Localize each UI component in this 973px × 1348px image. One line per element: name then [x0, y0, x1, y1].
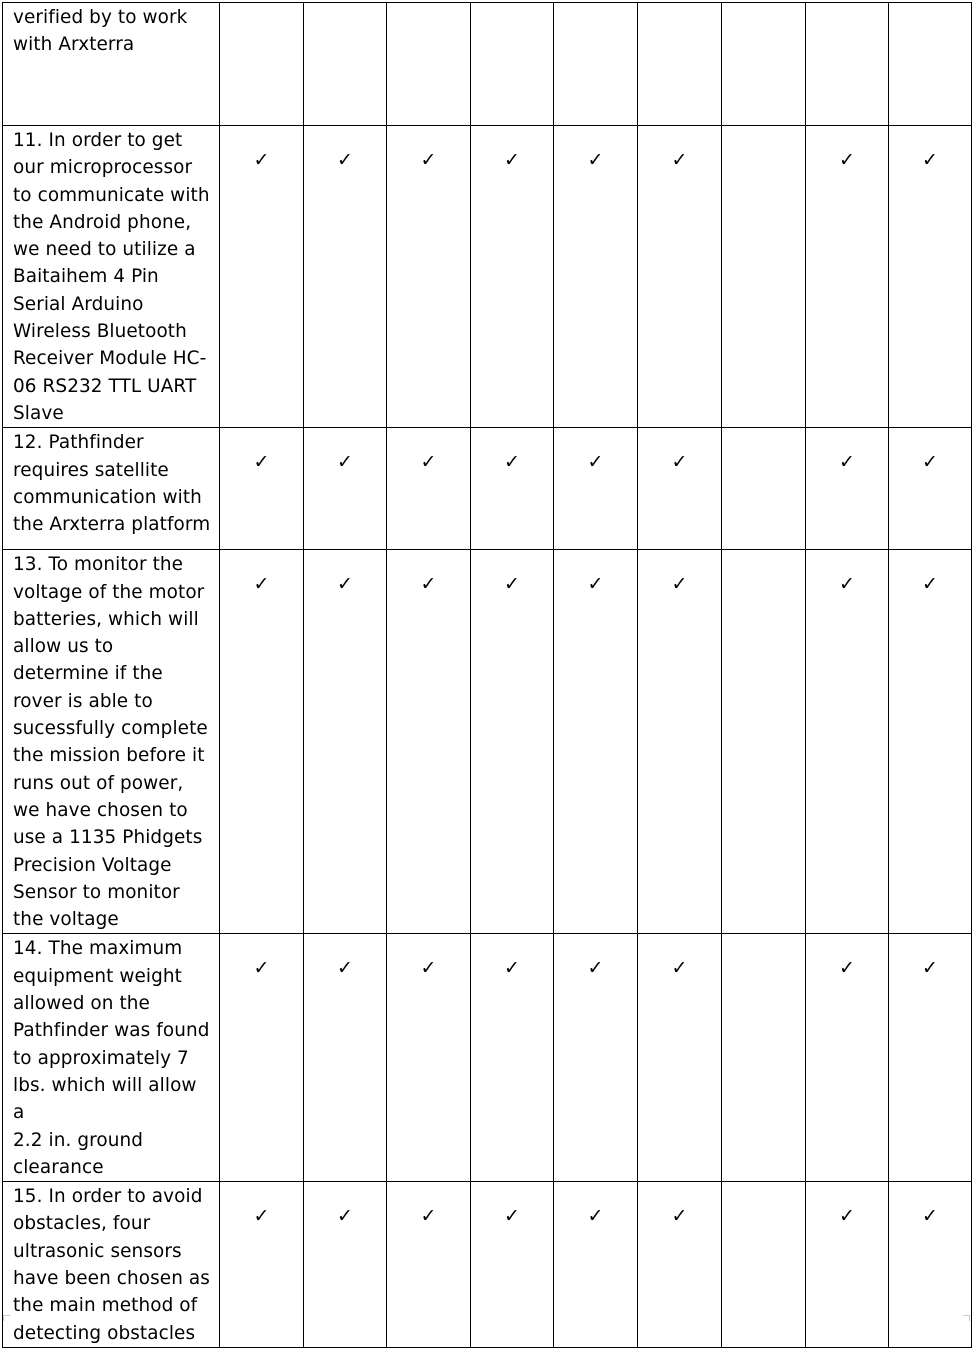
checkmark-icon: ✓ [839, 573, 855, 596]
requirement-text: 12. Pathfinder requires satellite communication with the Arxterra platform [13, 432, 211, 536]
check-cell [638, 428, 722, 550]
checkmark-icon: ✓ [671, 1205, 688, 1228]
checkmark-icon: ✓ [587, 573, 604, 596]
check-cell [304, 428, 387, 550]
checkmark-icon: ✓ [922, 149, 938, 171]
checkmark-icon: ✓ [671, 451, 688, 474]
check-cell [471, 934, 554, 1182]
table-row [3, 428, 972, 550]
check-cell [304, 550, 387, 934]
check-cell [304, 1182, 387, 1348]
checkmark-icon: ✓ [420, 957, 437, 980]
check-cell [471, 3, 554, 126]
checkmark-icon: ✓ [922, 451, 938, 474]
check-cell [638, 126, 722, 428]
checkmark-icon: ✓ [337, 957, 353, 980]
checkmark-icon: ✓ [504, 451, 520, 474]
requirement-cell [3, 428, 220, 550]
check-cell [889, 126, 972, 428]
checkmark-icon: ✓ [420, 451, 437, 474]
check-cell [638, 3, 722, 126]
requirement-text: 15. In order to avoid obstacles, four ultrasonic sensors have been chosen as the main method of detecting obstacles [13, 1186, 210, 1344]
check-cell [722, 3, 806, 126]
checkmark-icon: ✓ [587, 451, 604, 474]
checkmark-icon: ✓ [253, 451, 270, 474]
table-row [3, 934, 972, 1182]
checkmark-icon: ✓ [839, 451, 855, 474]
check-cell [722, 1182, 806, 1348]
checkmark-icon: ✓ [337, 573, 353, 596]
checkmark-icon: ✓ [253, 1205, 270, 1228]
check-cell [387, 126, 471, 428]
checkmark-icon: ✓ [839, 1205, 855, 1228]
table-row [3, 550, 972, 934]
checkmark-icon: ✓ [504, 957, 520, 980]
checkmark-icon: ✓ [253, 149, 270, 171]
check-cell [471, 550, 554, 934]
check-cell [722, 550, 806, 934]
check-cell [806, 126, 889, 428]
check-cell [387, 550, 471, 934]
check-cell [806, 428, 889, 550]
corner-mark [963, 1315, 970, 1321]
check-cell [387, 934, 471, 1182]
requirement-cell [3, 3, 220, 126]
check-cell [471, 126, 554, 428]
check-cell [806, 550, 889, 934]
checkmark-icon: ✓ [671, 957, 688, 980]
check-cell [806, 934, 889, 1182]
checkmark-icon: ✓ [337, 149, 353, 171]
page-corner-marks [0, 1312, 973, 1320]
checkmark-icon: ✓ [587, 1205, 604, 1228]
check-cell [554, 126, 638, 428]
check-cell [806, 1182, 889, 1348]
check-cell [220, 550, 304, 934]
checkmark-icon: ✓ [922, 573, 938, 596]
check-cell [554, 428, 638, 550]
checkmark-icon: ✓ [253, 957, 270, 980]
check-cell [471, 1182, 554, 1348]
check-cell [638, 550, 722, 934]
corner-mark [3, 1315, 10, 1321]
check-cell [638, 1182, 722, 1348]
table-row [3, 126, 972, 428]
checkmark-icon: ✓ [587, 957, 604, 980]
check-cell [387, 3, 471, 126]
checkmark-icon: ✓ [839, 149, 855, 171]
check-cell [387, 428, 471, 550]
checkmark-icon: ✓ [420, 149, 437, 171]
checkmark-icon: ✓ [420, 1205, 437, 1228]
check-cell [722, 934, 806, 1182]
requirement-text: 14. The maximum equipment weight allowed on the Pathfinder was found to approximately 7 lbs. which will allow a 2.2 in. ground clearance [13, 938, 210, 1178]
checkmark-icon: ✓ [504, 149, 520, 171]
check-cell [471, 428, 554, 550]
checkmark-icon: ✓ [922, 957, 938, 980]
check-cell [889, 428, 972, 550]
checkmark-icon: ✓ [253, 573, 270, 596]
checkmark-icon: ✓ [671, 573, 688, 596]
check-cell [220, 1182, 304, 1348]
requirements-verification-table [2, 2, 972, 1348]
checkmark-icon: ✓ [504, 573, 520, 596]
checkmark-icon: ✓ [671, 149, 688, 171]
check-cell [638, 934, 722, 1182]
check-cell [554, 3, 638, 126]
check-cell [220, 934, 304, 1182]
requirement-text: 11. In order to get our microprocessor to communicate with the Android phone, we need to utilize a Baitaihem 4 Pin Serial Arduino Wireless Bluetooth Receiver Module HC- 06 RS232 TTL UART Slave [13, 130, 210, 424]
check-cell [220, 3, 304, 126]
check-cell [889, 550, 972, 934]
check-cell [889, 934, 972, 1182]
table-row [3, 3, 972, 126]
check-cell [554, 934, 638, 1182]
checkmark-icon: ✓ [839, 957, 855, 980]
check-cell [554, 1182, 638, 1348]
checkmark-icon: ✓ [504, 1205, 520, 1228]
check-cell [220, 428, 304, 550]
check-cell [554, 550, 638, 934]
checkmark-icon: ✓ [337, 1205, 353, 1228]
check-cell [304, 126, 387, 428]
requirement-cell [3, 1182, 220, 1348]
check-cell [387, 1182, 471, 1348]
checkmark-icon: ✓ [587, 149, 604, 171]
requirement-text: verified by to work with Arxterra [13, 7, 188, 56]
table-row [3, 1182, 972, 1348]
check-cell [304, 3, 387, 126]
check-cell [722, 126, 806, 428]
check-cell [806, 3, 889, 126]
check-cell [889, 3, 972, 126]
requirement-cell [3, 550, 220, 934]
check-cell [220, 126, 304, 428]
requirement-cell [3, 934, 220, 1182]
check-cell [722, 428, 806, 550]
check-cell [304, 934, 387, 1182]
checkmark-icon: ✓ [337, 451, 353, 474]
requirement-text: 13. To monitor the voltage of the motor batteries, which will allow us to determine if the rover is able to sucessfully complete the mission before it runs out of power, we have chosen to use a 1135 Phidgets Precision Voltage Sensor to monitor the voltage [13, 554, 208, 931]
requirement-cell [3, 126, 220, 428]
checkmark-icon: ✓ [420, 573, 437, 596]
checkmark-icon: ✓ [922, 1205, 938, 1228]
check-cell [889, 1182, 972, 1348]
